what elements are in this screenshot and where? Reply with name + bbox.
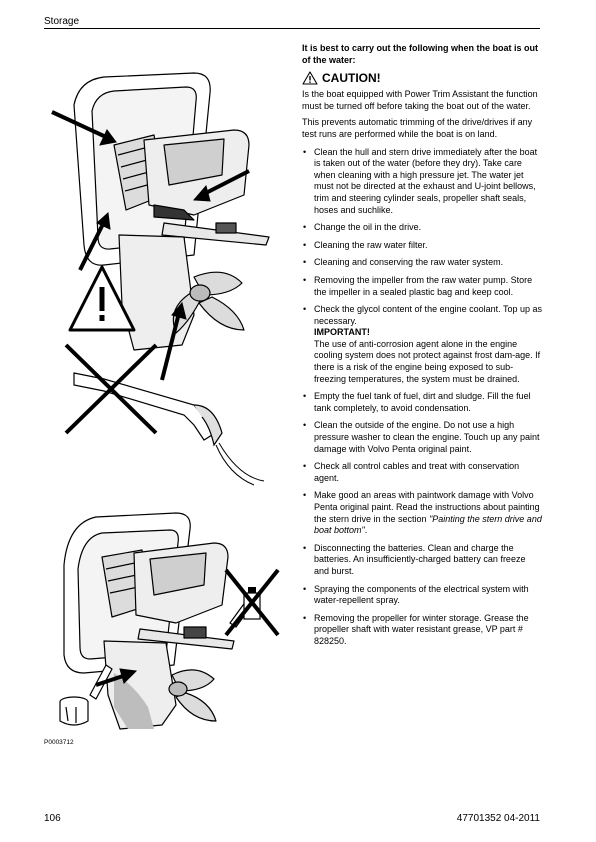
instruction-column — [302, 43, 542, 654]
section-reference: "Painting the stern drive and boat bottom" — [314, 513, 542, 536]
list-item: • Removing the impeller from the raw water pump. Store the impeller in a sealed plastic bag and keep cool. — [302, 275, 542, 298]
document-code: 47701352 04-2011 — [456, 813, 540, 824]
caution-triangle-icon — [302, 71, 318, 85]
header-rule — [44, 28, 540, 29]
caution-paragraph-2: This prevents automatic trimming of the drive/drives if any test runs are performed while the boat is on land. — [302, 117, 533, 139]
list-item: • Spraying the components of the electrical system with water-repellent spray. — [302, 584, 542, 607]
list-item: • Check all control cables and treat with conservation agent. — [302, 461, 542, 484]
figure-id: P0003712 — [44, 739, 74, 746]
task-list — [302, 147, 542, 648]
stern-drive-lower-figure — [60, 513, 252, 729]
list-item: • Change the oil in the drive. — [302, 222, 542, 234]
stern-drive-illustrations — [44, 45, 292, 735]
section-title: Storage — [44, 16, 80, 27]
caution-title: CAUTION! — [322, 71, 381, 86]
list-item: • Make good an areas with paintwork damage with Volvo Penta original paint. Read the instructions about painting the stern drive in the section "Painting the stern drive and boat bottom". — [302, 490, 542, 536]
list-item: • Empty the fuel tank of fuel, dirt and sludge. Fill the fuel tank completely, to avoid condensation. — [302, 391, 542, 414]
lead-text: It is best to carry out the following when the boat is out of the water: — [302, 43, 539, 65]
caution-paragraph-1: Is the boat equipped with Power Trim Assistant the function must be turned off before taking the boat out of the water. — [302, 89, 538, 111]
caution-heading — [302, 71, 542, 85]
list-item: • Cleaning the raw water filter. — [302, 240, 542, 252]
list-item: • Disconnecting the batteries. Clean and charge the batteries. An insufficiently-charged battery can freeze and burst. — [302, 543, 542, 578]
important-label: IMPORTANT! — [314, 327, 370, 338]
illustration-column — [44, 45, 292, 735]
page-number: 106 — [44, 813, 61, 824]
list-item: • Clean the hull and stern drive immediately after the boat is taken out of the water (before they dry). Take care when cleaning with a high pressure jet. The water jet must not be directed at the exhaust and U-joint bellows, trim and steering cylinder seals, propeller shaft seals, hoses and suchlike. — [302, 147, 542, 217]
list-item: • Removing the propeller for winter storage. Grease the propeller shaft with water resistant grease, VP part # 828250. — [302, 613, 542, 648]
spray-can-prohibited-icon — [226, 570, 278, 635]
list-item: • Clean the outside of the engine. Do not use a high pressure washer to clean the engine. Touch up any paint damage with Volvo Penta original paint. — [302, 420, 542, 455]
important-text: The use of anti-corrosion agent alone in the engine cooling system does not protect against frost dam-age. If there is a risk of the engine being exposed to sub-freezing temperatures, the system must be drained. — [314, 338, 541, 384]
list-item: • Check the glycol content of the engine coolant. Top up as necessary. IMPORTANT! The use of anti-corrosion agent alone in the engine cooling system does not protect against frost dam-age. If there is a risk of the engine being exposed to sub-freezing temperatures, the system must be drained. — [302, 304, 542, 385]
list-item: • Cleaning and conserving the raw water system. — [302, 257, 542, 269]
